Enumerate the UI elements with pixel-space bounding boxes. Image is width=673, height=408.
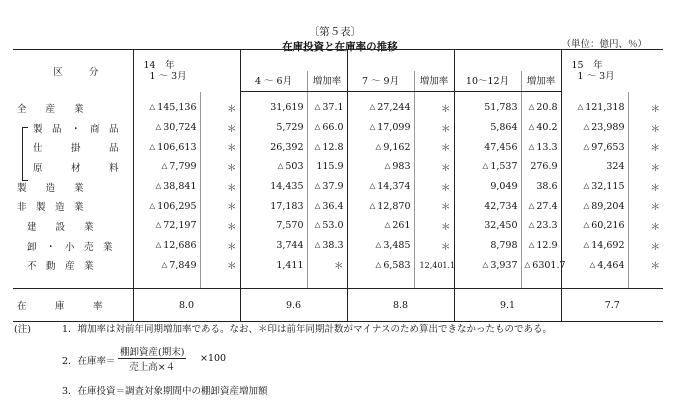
cell-value: 503 (285, 161, 304, 173)
value-cell (240, 157, 307, 177)
rate-cell (307, 92, 347, 118)
period-header-4-top (454, 50, 561, 72)
rate-cell (521, 92, 561, 118)
negative-marker: △ (375, 141, 382, 151)
inventory-table (13, 49, 663, 322)
rate-cell (200, 196, 240, 216)
cell-value: ＊ (441, 162, 451, 174)
cell-value: 37.1 (322, 102, 344, 114)
cell-value: 97,653 (591, 141, 625, 153)
negative-marker: △ (149, 141, 156, 151)
value-cell (133, 216, 200, 236)
rate-header-4: 増加率 (521, 71, 561, 92)
cell-value: 37.9 (322, 181, 344, 193)
negative-marker: △ (528, 200, 535, 210)
value-cell (133, 118, 200, 138)
stock-ratio-value: 9.6 (240, 289, 347, 322)
cell-value: 32,115 (591, 181, 625, 193)
cell-value: ＊ (227, 241, 237, 253)
cell-value: 38.3 (322, 240, 344, 252)
value-cell (240, 177, 307, 197)
row-label: 仕 掛 品 (13, 137, 133, 157)
value-cell (133, 196, 200, 216)
cell-value: ＊ (650, 162, 661, 174)
value-cell (347, 256, 414, 279)
rate-cell (521, 118, 561, 138)
row-label: 建 設 業 (13, 216, 133, 236)
value-cell (133, 157, 200, 177)
cell-value: 23.3 (536, 220, 558, 232)
value-cell (347, 157, 414, 177)
value-cell (240, 216, 307, 236)
cell-value: 9,049 (490, 181, 518, 193)
rate-cell (628, 118, 663, 138)
cell-value: ＊ (227, 143, 237, 155)
cell-value: 7,570 (276, 220, 304, 232)
value-cell (347, 177, 414, 197)
rate-cell (521, 177, 561, 197)
cell-value: ＊ (227, 202, 237, 214)
rate-cell (200, 216, 240, 236)
negative-marker: △ (583, 122, 590, 132)
rate-cell (307, 256, 347, 279)
cell-value: 12.8 (322, 141, 344, 153)
rate-cell (307, 216, 347, 236)
value-cell (561, 92, 628, 118)
cell-value: 3,744 (276, 240, 304, 252)
rate-cell (414, 216, 454, 236)
negative-marker: △ (375, 259, 382, 269)
stock-ratio-value: 8.8 (347, 289, 454, 322)
note-3: 3．在庫投資＝調査対象期間中の棚卸資産増加額 (62, 386, 268, 397)
note-2-denominator: 売上高×４ (129, 362, 176, 373)
table-heading: 在庫投資と在庫率の推移 (282, 41, 398, 53)
rate-cell (200, 177, 240, 197)
negative-marker: △ (577, 102, 584, 112)
value-cell (454, 216, 521, 236)
value-cell (454, 92, 521, 118)
note-2-head: 2．在庫率＝ (62, 356, 116, 367)
rate-cell (200, 256, 240, 279)
rate-cell (628, 92, 663, 118)
cell-value: 38.6 (536, 181, 558, 193)
rate-cell (414, 92, 454, 118)
negative-marker: △ (314, 200, 321, 210)
row-label: 製 造 業 (13, 177, 133, 197)
value-cell (347, 118, 414, 138)
negative-marker: △ (482, 161, 489, 171)
value-cell (454, 236, 521, 256)
cell-value: 7,849 (169, 259, 197, 271)
cell-value: 17,183 (270, 200, 304, 212)
row-label: 卸 ・ 小 売 業 (13, 236, 133, 256)
negative-marker: △ (369, 102, 376, 112)
rate-cell (200, 236, 240, 256)
stock-ratio-label: 在 庫 率 (13, 289, 133, 322)
rate-cell (521, 157, 561, 177)
cell-value: ＊ (227, 261, 237, 273)
cell-value: ＊ (227, 103, 237, 115)
negative-marker: △ (528, 240, 535, 250)
value-cell (240, 236, 307, 256)
value-cell (454, 118, 521, 138)
cell-value: ＊ (650, 143, 661, 155)
rate-cell (200, 137, 240, 157)
value-cell (347, 236, 414, 256)
row-label: 非 製 造 業 (13, 196, 133, 216)
cell-value: 7,799 (169, 161, 197, 173)
cell-value: ＊ (227, 221, 237, 233)
negative-marker: △ (583, 200, 590, 210)
value-cell (240, 256, 307, 279)
cell-value: 4,464 (597, 259, 625, 271)
table-row-construction (13, 216, 663, 236)
table-gap (13, 278, 663, 289)
rate-cell (200, 157, 240, 177)
table-row-raw-materials (13, 157, 663, 177)
value-cell (561, 196, 628, 216)
negative-marker: △ (369, 200, 376, 210)
cell-value: 983 (392, 161, 411, 173)
cell-value: 17,099 (377, 122, 411, 134)
cell-value: 51,783 (484, 102, 518, 114)
period-header-4: 10～12月 (454, 71, 521, 92)
stock-ratio-value: 8.0 (133, 289, 240, 322)
cell-value: 40.2 (536, 122, 558, 134)
cell-value: 1,411 (276, 259, 304, 271)
negative-marker: △ (155, 181, 162, 191)
negative-marker: △ (524, 259, 531, 269)
cell-value: ＊ (441, 123, 451, 135)
table-row-non-manufacturing (13, 196, 663, 216)
cell-value: ＊ (650, 202, 661, 214)
table-row-manufacturing (13, 177, 663, 197)
cell-value: ＊ (227, 123, 237, 135)
cell-value: 12,401.1 (419, 260, 456, 270)
rate-cell (200, 92, 240, 118)
value-cell (240, 92, 307, 118)
negative-marker: △ (314, 240, 321, 250)
rate-cell (414, 177, 454, 197)
rate-cell (628, 256, 663, 279)
negative-marker: △ (589, 259, 596, 269)
rate-cell (307, 177, 347, 197)
stock-ratio-value: 9.1 (454, 289, 561, 322)
cell-value: ＊ (227, 182, 237, 194)
cell-value: 31,619 (270, 102, 304, 114)
rate-header-3: 増加率 (414, 71, 454, 92)
negative-marker: △ (277, 161, 284, 171)
cell-value: 53.0 (322, 220, 344, 232)
rate-cell (414, 256, 454, 279)
negative-marker: △ (314, 141, 321, 151)
cell-value: 27.4 (536, 200, 558, 212)
period-header-1: 14 年 1 ～ 3月 (133, 50, 240, 92)
cell-value: 1,537 (490, 161, 518, 173)
cell-value: ＊ (650, 221, 661, 233)
cell-value: ＊ (334, 261, 344, 273)
rate-cell (307, 118, 347, 138)
cell-value: 26,392 (270, 141, 304, 153)
negative-marker: △ (314, 220, 321, 230)
negative-marker: △ (384, 220, 391, 230)
value-cell (240, 118, 307, 138)
note-2-numerator: 棚卸資産(期末) (118, 344, 186, 359)
value-cell (454, 157, 521, 177)
rate-cell (521, 216, 561, 236)
table-row-products-goods (13, 118, 663, 138)
cell-value: ＊ (441, 221, 451, 233)
cell-value: 6,583 (383, 259, 411, 271)
rate-cell (521, 256, 566, 279)
cell-value: 12.9 (536, 240, 558, 252)
header-row-top (13, 50, 663, 72)
cell-value: 47,456 (484, 141, 518, 153)
period-header-3: 7 ～ 9月 (347, 71, 414, 92)
cell-value: 115.9 (316, 161, 344, 173)
stock-ratio-value: 7.7 (561, 289, 663, 322)
cell-value: 66.0 (322, 122, 344, 134)
cell-value: 32,450 (484, 220, 518, 232)
cell-value: ＊ (441, 182, 451, 194)
row-label: 原 材 料 (13, 157, 133, 177)
rate-header-2: 増加率 (307, 71, 347, 92)
cell-value: ＊ (227, 162, 237, 174)
cell-value: 14,374 (377, 181, 411, 193)
cell-value: 261 (392, 220, 411, 232)
row-label: 不 動 産 業 (13, 256, 133, 279)
cell-value: 12,686 (163, 240, 197, 252)
cell-value: 145,136 (157, 102, 197, 114)
value-cell (133, 236, 200, 256)
period-header-2: 4 ～ 6月 (240, 71, 307, 92)
negative-marker: △ (369, 181, 376, 191)
rate-cell (521, 236, 561, 256)
row-label: 全 産 業 (13, 92, 133, 118)
cell-value: 30,724 (163, 122, 197, 134)
cell-value: ＊ (441, 103, 451, 115)
cell-value: 3,485 (383, 240, 411, 252)
negative-marker: △ (528, 122, 535, 132)
rate-cell (307, 236, 347, 256)
negative-marker: △ (482, 259, 489, 269)
cell-value: 72,197 (163, 220, 197, 232)
cell-value: ＊ (441, 143, 451, 155)
rate-cell (307, 196, 347, 216)
cell-value: 42,734 (484, 200, 518, 212)
table-number: 〔第５表〕 (308, 26, 362, 38)
rate-cell (414, 196, 454, 216)
negative-marker: △ (583, 141, 590, 151)
note-2-tail: ×100 (200, 353, 227, 364)
value-cell (454, 196, 521, 216)
cell-value: 14,435 (270, 181, 304, 193)
negative-marker: △ (161, 259, 168, 269)
cell-value: ＊ (441, 202, 451, 214)
table-row-work-in-process (13, 137, 663, 157)
cell-value: ＊ (650, 241, 661, 253)
value-cell (454, 256, 521, 279)
cell-value: ＊ (650, 182, 661, 194)
cell-value: 36.4 (322, 200, 344, 212)
rate-cell (307, 157, 347, 177)
value-cell (347, 92, 414, 118)
notes-prefix: (注) (14, 324, 31, 335)
negative-marker: △ (528, 220, 535, 230)
cell-value: 14,692 (591, 240, 625, 252)
cell-value: 5,729 (276, 122, 304, 134)
cell-value: 12,870 (377, 200, 411, 212)
value-cell (133, 177, 200, 197)
rate-cell (414, 137, 454, 157)
negative-marker: △ (528, 102, 535, 112)
negative-marker: △ (369, 122, 376, 132)
negative-marker: △ (149, 102, 156, 112)
rate-cell (628, 157, 663, 177)
cell-value: 106,613 (157, 141, 197, 153)
negative-marker: △ (155, 220, 162, 230)
cell-value: ＊ (650, 261, 661, 273)
rate-cell (521, 196, 561, 216)
cell-value: 106,295 (157, 200, 197, 212)
cell-value: ＊ (441, 241, 451, 253)
cell-value: ＊ (650, 123, 661, 135)
value-cell (561, 256, 628, 279)
rate-cell (414, 157, 454, 177)
table-row-all-industries (13, 92, 663, 118)
cell-value: 6301.7 (532, 259, 566, 271)
value-cell (133, 92, 200, 118)
category-header: 区 分 (13, 50, 133, 92)
negative-marker: △ (375, 240, 382, 250)
note-1: 1．増加率は対前年同期増加率である。なお、＊印は前年同期計数がマイナスのため算出できなかったものである。 (62, 324, 552, 335)
rate-cell (200, 118, 240, 138)
cell-value: 89,204 (591, 200, 625, 212)
cell-value: 9,162 (383, 141, 411, 153)
negative-marker: △ (314, 181, 321, 191)
cell-value: 27,244 (377, 102, 411, 114)
cell-value: 23,989 (591, 122, 625, 134)
negative-marker: △ (384, 161, 391, 171)
cell-value: 8,798 (490, 240, 518, 252)
value-cell (561, 157, 628, 177)
value-cell (347, 137, 414, 157)
rate-cell (521, 137, 561, 157)
negative-marker: △ (149, 200, 156, 210)
cell-value: 13.3 (536, 141, 558, 153)
value-cell (240, 196, 307, 216)
cell-value: 276.9 (530, 161, 558, 173)
table-row-wholesale-retail (13, 236, 663, 256)
negative-marker: △ (583, 181, 590, 191)
value-cell (561, 216, 628, 236)
rate-cell (628, 216, 663, 236)
rate-cell (307, 137, 347, 157)
negative-marker: △ (528, 141, 535, 151)
value-cell (240, 137, 307, 157)
rate-cell (414, 118, 454, 138)
cell-value: 38,841 (163, 181, 197, 193)
negative-marker: △ (155, 122, 162, 132)
value-cell (454, 177, 521, 197)
negative-marker: △ (155, 240, 162, 250)
value-cell (561, 236, 628, 256)
cell-value: 324 (606, 161, 625, 173)
row-label: 製 品 ・ 商 品 (13, 118, 133, 138)
cell-value: ＊ (650, 103, 661, 115)
cell-value: 5,864 (490, 122, 518, 134)
unit-note: （単位：億円、％） (561, 39, 647, 50)
negative-marker: △ (583, 220, 590, 230)
cell-value: 121,318 (585, 102, 625, 114)
cell-value: 3,937 (490, 259, 518, 271)
period-header-5: 15 年 1 ～ 3月 (561, 50, 663, 92)
value-cell (561, 137, 628, 157)
subcategory-bracket (22, 127, 28, 181)
value-cell (561, 177, 628, 197)
negative-marker: △ (314, 102, 321, 112)
value-cell (347, 216, 414, 236)
negative-marker: △ (161, 161, 168, 171)
value-cell (454, 137, 521, 157)
negative-marker: △ (583, 240, 590, 250)
note-2-fraction (118, 344, 186, 373)
value-cell (347, 196, 414, 216)
period-header-3-top (347, 50, 454, 72)
table-row-real-estate (13, 256, 663, 279)
table-row-stock-ratio (13, 289, 663, 322)
negative-marker: △ (314, 122, 321, 132)
cell-value: 60,216 (591, 220, 625, 232)
rate-cell (414, 236, 454, 256)
value-cell (561, 118, 628, 138)
rate-cell (628, 236, 663, 256)
rate-cell (628, 196, 663, 216)
period-header-2-top (240, 50, 347, 72)
rate-cell (628, 177, 663, 197)
value-cell (133, 256, 200, 279)
rate-cell (628, 137, 663, 157)
value-cell (133, 137, 200, 157)
cell-value: 20.8 (536, 102, 558, 114)
